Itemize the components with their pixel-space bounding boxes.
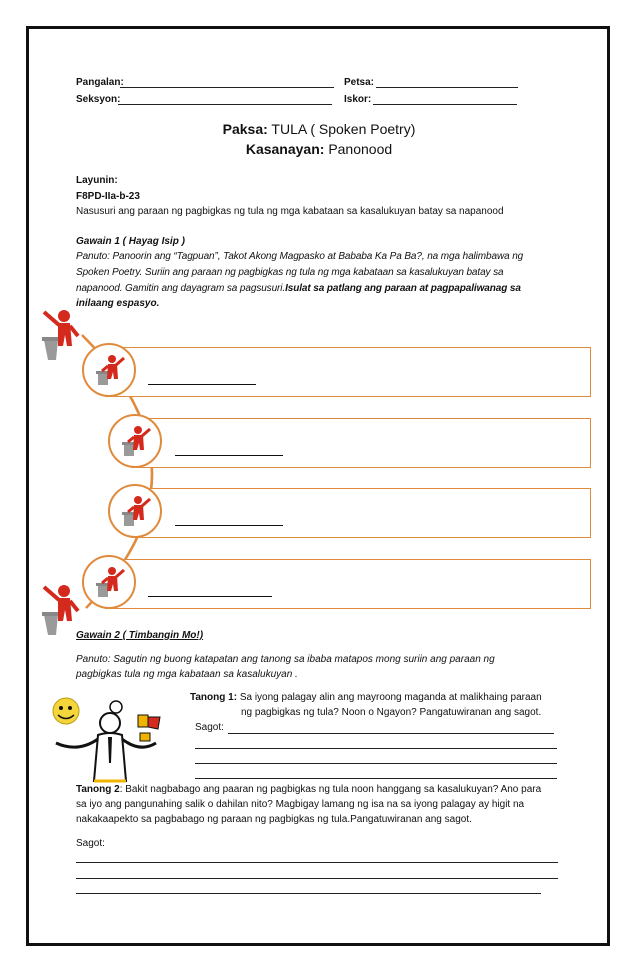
iskor-label: Iskor: — [344, 94, 372, 105]
gawain1-panuto-3b: Isulat sa patlang ang paraan at pagpapaliwanag sa — [285, 283, 521, 294]
gawain2-panuto-line-2: pagbigkas tula ng mga kabataan sa kasalukuyan . — [76, 669, 298, 680]
blank-answer-1[interactable] — [148, 384, 256, 385]
gawain1-panuto-2: Spoken Poetry. Suriin ang paraan ng pagbigkas ng tula ng mga kabataan sa kasalukuyan batay sa — [76, 267, 504, 278]
sagot1-line-3[interactable] — [195, 763, 557, 764]
paksa-label: Paksa: — [222, 121, 268, 137]
gawain1-panuto-1: Panuto: Panoorin ang “Tagpuan”, Takot Akong Magpasko at Bababa Ka Pa Ba?, na mga halimbawa ng — [76, 251, 524, 262]
gawain1-panuto-3a: napanood. Gamitin ang dayagram sa pagsusuri. — [76, 283, 286, 294]
diagram-circle-1 — [82, 343, 136, 397]
diagram-box-2 — [132, 418, 591, 468]
tanong2-line-1 — [76, 784, 541, 795]
tanong2-text-2: sa iyo ang pangunahing salik o dahilan nito? Magbigay lamang ng isa na sa iyong palagay ay higit na — [76, 799, 525, 810]
kasanayan-value: Panonood — [328, 141, 393, 157]
presenter-figure-bottom — [38, 581, 84, 637]
layunin-text: Nasusuri ang paraan ng pagbigkas ng tula ng mga kabataan sa kasalukuyan batay sa napanood — [76, 206, 504, 217]
gawain2-panuto-line-1: Panuto: Sagutin ng buong katapatan ang tanong sa ibaba matapos mong suriin ang paraan ng — [76, 654, 495, 665]
balance-figure — [48, 693, 168, 785]
presenter-icon — [84, 345, 134, 395]
presenter-icon — [38, 306, 84, 362]
tanong1-line-1 — [190, 692, 542, 703]
tanong1-label: Tanong 1: — [190, 692, 238, 703]
diagram-circle-4 — [82, 555, 136, 609]
balance-figure-icon — [48, 693, 168, 785]
pangalan-label: Pangalan: — [76, 77, 124, 88]
layunin-label: Layunin: — [76, 175, 118, 186]
sagot1-line-1[interactable] — [228, 733, 554, 734]
blank-answer-2[interactable] — [175, 455, 283, 456]
presenter-icon — [38, 581, 84, 637]
gawain1-title: Gawain 1 ( Hayag Isip ) — [76, 236, 185, 247]
blank-answer-4[interactable] — [148, 596, 272, 597]
gawain2-title: Gawain 2 ( Timbangin Mo!) — [76, 630, 204, 641]
tanong1-text-1: Sa iyong palagay alin ang mayroong maganda at malikhaing paraan — [239, 692, 542, 703]
presenter-icon — [110, 486, 160, 536]
presenter-figure-top — [38, 306, 84, 362]
tanong2-label: Tanong 2 — [76, 784, 120, 795]
presenter-icon — [110, 416, 160, 466]
diagram-circle-3 — [108, 484, 162, 538]
sagot2-line-3[interactable] — [76, 893, 541, 894]
layunin-code: F8PD-IIa-b-23 — [76, 191, 140, 202]
seksyon-label: Seksyon: — [76, 94, 121, 105]
gawain1-panuto-4: inilaang espasyo. — [76, 298, 160, 309]
kasanayan-label: Kasanayan: — [245, 141, 325, 157]
diagram-circle-2 — [108, 414, 162, 468]
sagot1-line-2[interactable] — [195, 748, 557, 749]
sagot1-line-4[interactable] — [195, 778, 557, 779]
blank-answer-3[interactable] — [175, 525, 283, 526]
sagot2-line-1[interactable] — [76, 862, 558, 863]
presenter-icon — [84, 557, 134, 607]
tanong2-text-3: nakakaapekto sa pagbabago ng paraan ng pagbigkas ng tula.Pangatuwiranan ang sagot. — [76, 814, 472, 825]
sagot2-label: Sagot: — [76, 838, 105, 849]
petsa-label: Petsa: — [344, 77, 375, 88]
thumbs-icon — [138, 715, 160, 741]
sagot2-line-2[interactable] — [76, 878, 558, 879]
diagram-box-3 — [132, 488, 591, 538]
diagram-box-1 — [105, 347, 591, 397]
tanong2-text-1: : Bakit nagbabago ang paaran ng pagbigkas ng tula noon hanggang sa kasalukuyan? Ano para — [119, 784, 542, 795]
diagram-box-4 — [105, 559, 591, 609]
paksa-value: TULA ( Spoken Poetry) — [271, 121, 416, 137]
tanong1-text-2: ng pagbigkas ng tula? Noon o Ngayon? Pangatuwiranan ang sagot. — [241, 707, 542, 718]
sagot1-label: Sagot: — [195, 722, 224, 733]
